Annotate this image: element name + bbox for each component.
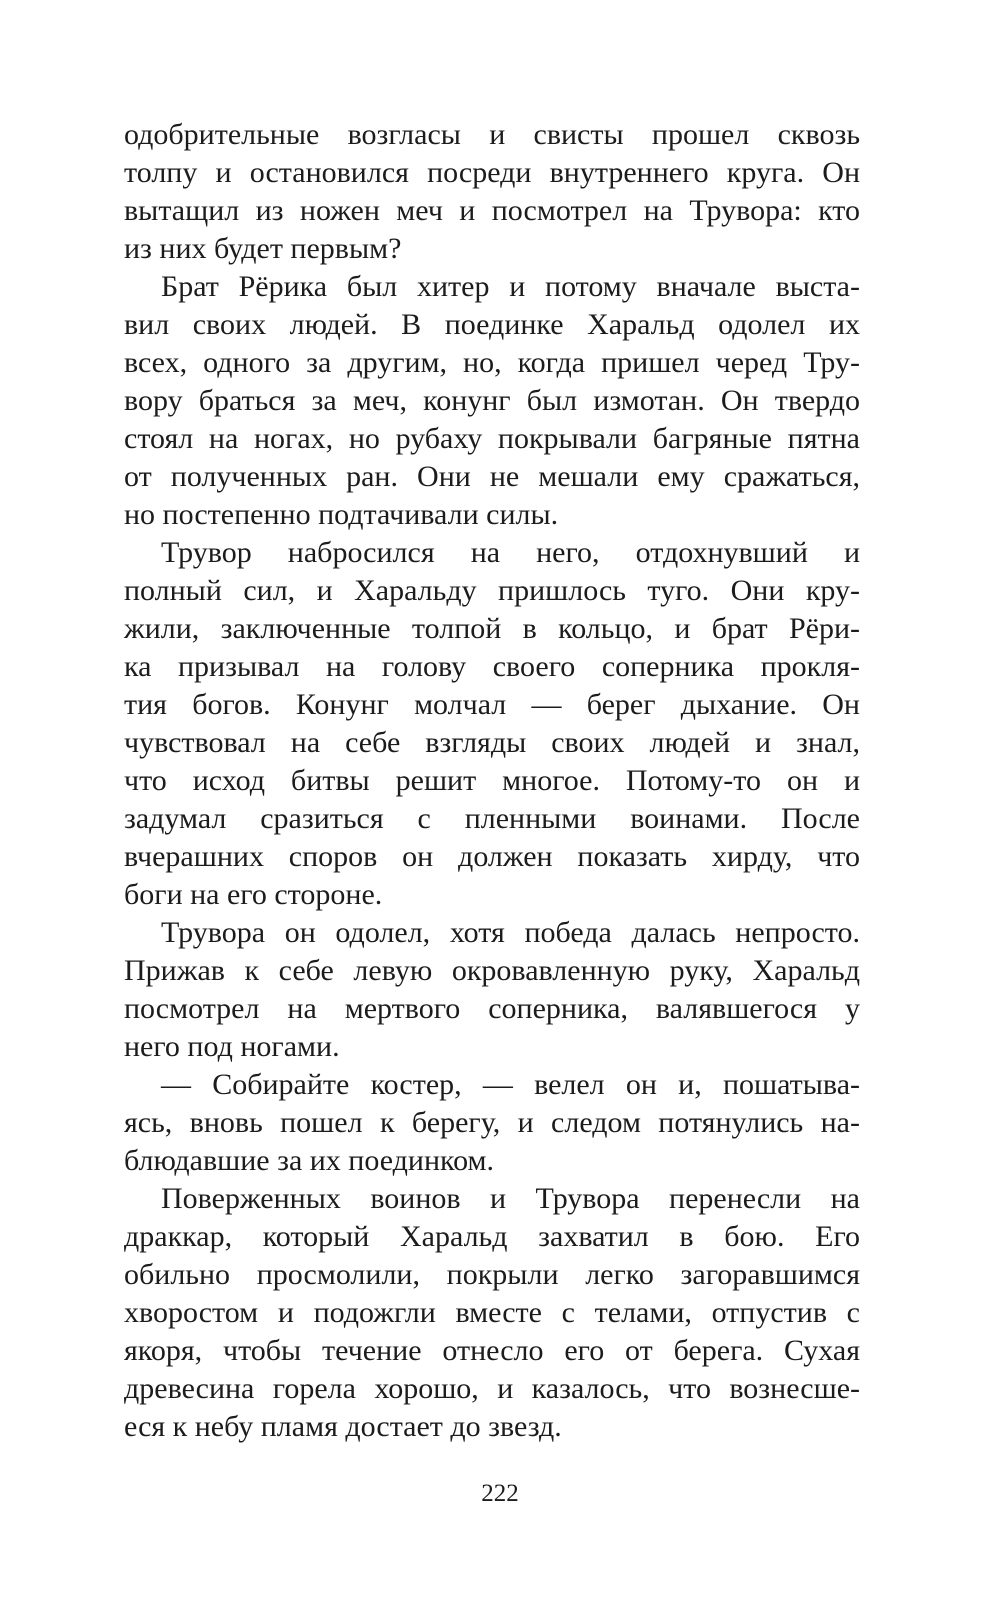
text-line: хворостом и подожгли вместе с телами, отпустив с xyxy=(124,1296,860,1329)
text-line: еся к небу пламя достает до звезд. xyxy=(124,1410,562,1443)
text-line: посмотрел на мертвого соперника, валявшегося у xyxy=(124,992,860,1025)
paragraph xyxy=(124,1066,860,1180)
text-line: задумал сразиться с пленными воинами. После xyxy=(124,802,860,835)
text-line: ка призывал на голову своего соперника прокля- xyxy=(124,650,860,683)
text-line: из них будет первым? xyxy=(124,232,402,265)
text-line: вчерашних споров он должен показать хирду, что xyxy=(124,840,860,873)
text-line: — Собирайте костер, — велел он и, пошатыва- xyxy=(161,1068,860,1101)
text-line: но постепенно подтачивали силы. xyxy=(124,498,559,531)
text-line: вору браться за меч, конунг был измотан. Он твердо xyxy=(124,384,860,417)
text-line: блюдавшие за их поединком. xyxy=(124,1144,494,1177)
paragraph xyxy=(124,116,860,268)
paragraph xyxy=(124,268,860,534)
text-line: всех, одного за другим, но, когда пришел черед Тру- xyxy=(124,346,860,379)
text-line: чувствовал на себе взгляды своих людей и знал, xyxy=(124,726,860,759)
text-line: вил своих людей. В поединке Харальд одолел их xyxy=(124,308,860,341)
text-line: драккар, который Харальд захватил в бою. Его xyxy=(124,1220,860,1253)
text-line: Поверженных воинов и Трувора перенесли на xyxy=(161,1182,860,1215)
text-line: стоял на ногах, но рубаху покрывали багряные пятна xyxy=(124,422,860,455)
text-line: что исход битвы решит многое. Потому-то он и xyxy=(124,764,860,797)
text-line: древесина горела хорошо, и казалось, что вознесше- xyxy=(124,1372,860,1405)
paragraph xyxy=(124,914,860,1066)
text-line: вытащил из ножен меч и посмотрел на Трувора: кто xyxy=(124,194,860,227)
text-line: Трувора он одолел, хотя победа далась непросто. xyxy=(161,916,860,949)
page-number: 222 xyxy=(481,1480,519,1507)
text-line: одобрительные возгласы и свисты прошел сквозь xyxy=(124,118,860,151)
text-line: него под ногами. xyxy=(124,1030,340,1063)
text-line: ясь, вновь пошел к берегу, и следом потянулись на- xyxy=(124,1106,860,1139)
text-line: Брат Рёрика был хитер и потому вначале выста- xyxy=(161,270,860,303)
paragraph xyxy=(124,534,860,914)
text-line: обильно просмолили, покрыли легко загоравшимся xyxy=(124,1258,860,1291)
text-line: тия богов. Конунг молчал — берег дыхание. Он xyxy=(124,688,860,721)
text-line: Прижав к себе левую окровавленную руку, Харальд xyxy=(124,954,860,987)
text-line: Трувор набросился на него, отдохнувший и xyxy=(161,536,860,569)
text-line: боги на его стороне. xyxy=(124,878,383,911)
text-line: толпу и остановился посреди внутреннего круга. Он xyxy=(124,156,860,189)
text-line: жили, заключенные толпой в кольцо, и брат Рёри- xyxy=(124,612,860,645)
text-line: от полученных ран. Они не мешали ему сражаться, xyxy=(124,460,860,493)
text-line: якоря, чтобы течение отнесло его от берега. Сухая xyxy=(124,1334,860,1367)
paragraph xyxy=(124,1180,860,1446)
body-text xyxy=(124,116,860,1446)
text-line: полный сил, и Харальду пришлось туго. Они кру- xyxy=(124,574,860,607)
